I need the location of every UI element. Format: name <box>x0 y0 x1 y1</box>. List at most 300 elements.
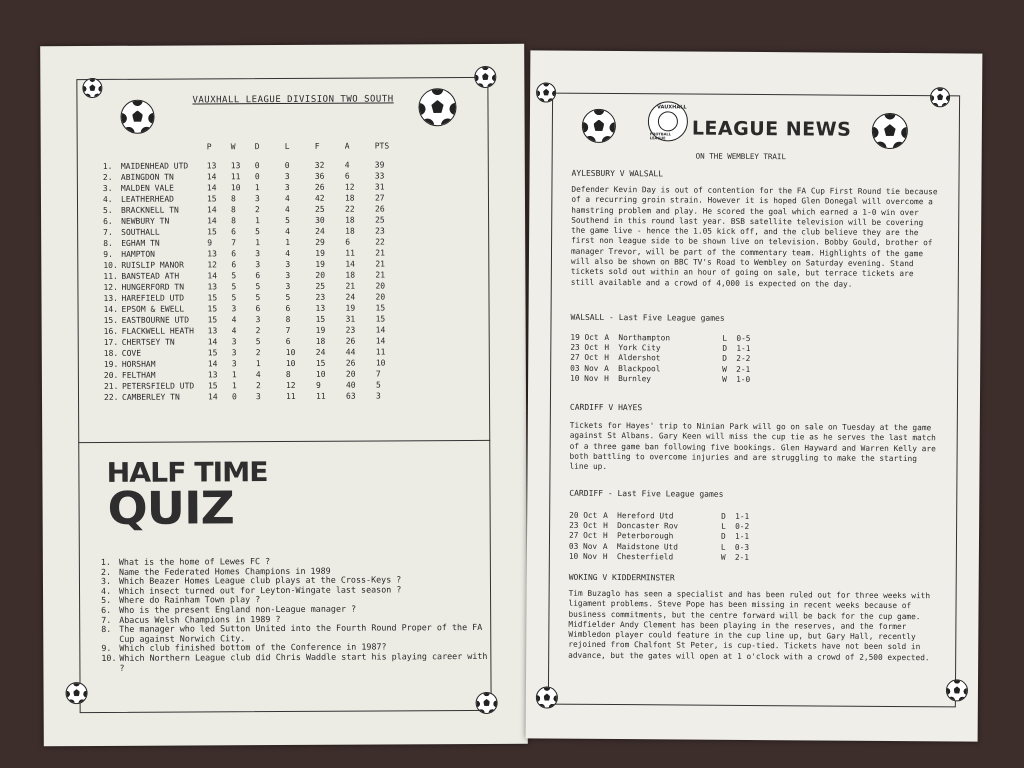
position: 4. <box>102 194 113 204</box>
match-date: 10 Nov <box>568 551 598 561</box>
section-body: Tim Buzaglo has seen a specialist and has been ruled out for three weeks with ligament problems. Steve Pope has been missing in recent weeks because of business commitments, but the centre forward will be back for the cup game. Midfielder Andy Clement has been playing in the reserves, and the former Wimbledon player could feature in the cup line up, but Gary Hall, recently rejoined from Chalfont St Peter, is cup-tied. Tickets have not been sold in advance, but the gates will open at 1 o'clock with a crowd of 2,500 expected. <box>568 588 931 663</box>
team-name: FLACKWELL HEATH <box>121 326 194 336</box>
team-name: MAIDENHEAD UTD <box>120 161 189 171</box>
col-header: PTS <box>374 141 390 151</box>
quiz-text: Name the Federated Homes Champions in 1989 <box>118 565 331 577</box>
quiz-number: 6. <box>101 604 112 615</box>
team-name: ABINGDON TN <box>120 172 174 182</box>
venue: H <box>602 531 608 541</box>
stat-cell: 5 <box>255 293 261 303</box>
stat-cell: 4 <box>285 204 290 214</box>
stat-cell: 3 <box>285 259 291 269</box>
stat-cell: 6 <box>285 303 291 313</box>
stat-cell: 30 <box>315 215 325 225</box>
football-icon <box>536 82 556 102</box>
stat-cell: 19 <box>315 259 325 269</box>
stat-cell: 9 <box>315 380 321 390</box>
score: 0-2 <box>735 522 750 532</box>
vauxhall-league-logo <box>648 101 688 141</box>
stat-cell: 26 <box>345 358 356 368</box>
stat-cell: 5 <box>255 227 260 237</box>
stat-cell: 1 <box>255 359 261 369</box>
football-icon <box>930 87 950 107</box>
football-icon <box>120 100 154 134</box>
stat-cell: 19 <box>345 303 356 313</box>
position: 12. <box>103 282 118 292</box>
stat-cell: 23 <box>375 226 385 236</box>
stat-cell: 4 <box>284 193 290 203</box>
opponent: Maidstone Utd <box>616 541 679 552</box>
stat-cell: 11 <box>315 391 326 401</box>
quiz-number: 4. <box>100 585 112 596</box>
team-name: COVE <box>121 348 142 358</box>
stat-cell: 6 <box>344 171 350 181</box>
quiz-text: Abacus Welsh Champions in 1989 ? <box>119 613 281 625</box>
position: 3. <box>102 183 113 193</box>
right-page <box>526 50 983 741</box>
opponent: Peterborough <box>616 531 674 541</box>
team-name: HORSHAM <box>121 359 156 369</box>
stat-cell: 36 <box>314 171 325 181</box>
stat-cell: 14 <box>207 216 217 226</box>
result: W <box>722 364 727 374</box>
match-date: 23 Oct <box>570 342 599 353</box>
team-name: LEATHERHEAD <box>120 194 174 204</box>
stat-cell: 1 <box>231 381 237 391</box>
stat-cell: 15 <box>315 358 326 368</box>
stat-cell: 0 <box>254 161 260 171</box>
stat-cell: 12 <box>344 182 355 192</box>
score: 1-1 <box>734 532 750 542</box>
team-name: RUISLIP MANOR <box>121 260 184 270</box>
quiz-number: 7. <box>101 614 112 625</box>
stat-cell: 15 <box>206 194 217 204</box>
match-date: 23 Oct <box>569 520 598 531</box>
stat-cell: 18 <box>345 226 355 236</box>
position: 16. <box>103 326 119 336</box>
stat-cell: 29 <box>315 237 325 247</box>
team-name: BANSTEAD ATH <box>121 271 180 281</box>
score: 1-1 <box>735 511 750 521</box>
quiz-number: 8. <box>101 624 112 635</box>
score: 0-5 <box>736 333 751 343</box>
section-title: WOKING V KIDDERMINSTER <box>568 572 675 583</box>
stat-cell: 26 <box>314 182 325 192</box>
stat-cell: 7 <box>285 325 291 335</box>
section-title: CARDIFF V HAYES <box>569 402 643 413</box>
league-table-title: VAUXHALL LEAGUE DIVISION TWO SOUTH <box>192 94 394 106</box>
stat-cell: 21 <box>375 270 386 280</box>
stat-cell: 8 <box>230 194 236 204</box>
stat-cell: 8 <box>285 369 291 379</box>
stat-cell: 19 <box>315 248 325 258</box>
left-page <box>40 44 528 747</box>
quiz-text: Which Northern League club did Chris Waddle start his playing career with ? <box>119 650 488 673</box>
position: 20. <box>103 370 119 380</box>
team-name: PETERSFIELD UTD <box>121 381 195 391</box>
team-name: EASTBOURNE UTD <box>121 315 190 325</box>
team-name: BRACKNELL TN <box>121 205 179 215</box>
stat-cell: 42 <box>314 193 325 203</box>
venue: H <box>603 521 608 531</box>
section-title: AYLESBURY V WALSALL <box>571 168 664 179</box>
section-body: Tickets for Hayes' trip to Ninian Park will go on sale on Tuesday at the game against St Albans. Gary Keen will miss the cup tie as he serves the last match of a three game ban following five bookings. Glen Hayward and Warren Kelly are both battling to overcome injuries and are struggling to make the starting line up. <box>569 420 936 472</box>
stat-cell: 20 <box>315 270 326 280</box>
stat-cell: 20 <box>375 292 386 302</box>
stat-cell: 13 <box>207 282 218 292</box>
opponent: Blackpool <box>618 363 661 373</box>
position: 10. <box>103 260 118 270</box>
col-header: W <box>230 142 236 152</box>
stat-cell: 10 <box>375 358 386 368</box>
stat-cell: 23 <box>345 325 356 335</box>
position: 6. <box>103 216 113 226</box>
stat-cell: 15 <box>207 348 218 358</box>
match-date: 19 Oct <box>570 332 599 342</box>
quiz-text: Where do Rainham Town play ? <box>119 594 261 606</box>
opponent: Aldershot <box>618 353 661 363</box>
stat-cell: 0 <box>284 160 290 170</box>
venue: A <box>602 541 608 551</box>
stat-cell: 25 <box>315 204 325 214</box>
stat-cell: 0 <box>231 392 237 402</box>
logo-text-top: VAUXHALL <box>656 104 687 111</box>
result: L <box>721 521 726 532</box>
score: 2-2 <box>736 354 751 364</box>
stat-cell: 2 <box>255 205 260 215</box>
stat-cell: 3 <box>285 270 291 280</box>
stat-cell: 4 <box>285 226 290 236</box>
result-row <box>570 374 750 385</box>
position: 13. <box>103 293 118 303</box>
stat-cell: 15 <box>207 381 218 391</box>
stat-cell: 13 <box>207 326 218 336</box>
result: W <box>722 374 727 384</box>
stat-cell: 15 <box>207 227 217 237</box>
stat-cell: 9 <box>207 238 213 248</box>
stat-cell: 4 <box>255 370 261 380</box>
stat-cell: 13 <box>206 161 217 171</box>
venue: A <box>603 510 608 520</box>
stat-cell: 6 <box>255 271 261 281</box>
position: 18. <box>103 348 119 358</box>
position: 22. <box>103 392 119 402</box>
stat-cell: 4 <box>285 248 291 258</box>
stat-cell: 14 <box>207 205 217 215</box>
opponent: Hereford Utd <box>617 511 674 521</box>
position: 11. <box>103 271 118 281</box>
stat-cell: 3 <box>254 194 260 204</box>
stat-cell: 1 <box>254 183 260 193</box>
stat-cell: 11 <box>285 391 296 401</box>
stat-cell: 10 <box>285 347 296 357</box>
team-name: HAREFIELD UTD <box>121 293 185 303</box>
venue: A <box>604 363 609 373</box>
stat-cell: 24 <box>315 347 326 357</box>
quiz-number: 1. <box>100 556 111 567</box>
football-icon <box>82 78 102 98</box>
stat-cell: 15 <box>207 315 218 325</box>
stat-cell: 3 <box>255 315 261 325</box>
stat-cell: 2 <box>255 326 261 336</box>
position: 5. <box>103 205 113 215</box>
stat-cell: 3 <box>284 182 290 192</box>
position: 17. <box>103 337 119 347</box>
match-date: 03 Nov <box>570 363 599 373</box>
stat-cell: 21 <box>345 281 356 291</box>
stat-cell: 7 <box>375 369 381 379</box>
stat-cell: 1 <box>255 216 260 226</box>
stat-cell: 13 <box>207 370 218 380</box>
stat-cell: 1 <box>255 238 261 248</box>
stat-cell: 5 <box>231 271 237 281</box>
stat-cell: 10 <box>230 183 241 193</box>
stat-cell: 10 <box>285 358 296 368</box>
result: D <box>721 511 726 521</box>
stat-cell: 3 <box>375 391 381 401</box>
stat-cell: 8 <box>285 314 291 324</box>
stat-cell: 14 <box>207 359 218 369</box>
stat-cell: 5 <box>231 282 237 292</box>
stat-cell: 18 <box>344 193 355 203</box>
stat-cell: 25 <box>375 215 385 225</box>
logo-text-bottom: FOOTBALL LEAGUE <box>649 132 671 141</box>
result-row <box>570 353 750 364</box>
result: D <box>722 343 728 354</box>
team-name: HAMPTON <box>121 249 156 259</box>
stat-cell: 14 <box>375 336 386 346</box>
stat-cell: 3 <box>231 337 237 347</box>
quiz-text: The manager who led Sutton United into the Fourth Round Proper of the FA Cup against Norwich City. <box>119 622 483 644</box>
match-date: 10 Nov <box>570 373 599 383</box>
result-row <box>569 552 749 563</box>
stat-cell: 1 <box>231 370 237 380</box>
result: W <box>720 552 726 562</box>
match-date: 27 Oct <box>568 531 598 541</box>
quiz-question <box>101 652 491 673</box>
league-table <box>103 140 400 403</box>
stat-cell: 5 <box>375 380 381 390</box>
stat-cell: 8 <box>231 205 236 215</box>
section-title: CARDIFF - Last Five League games <box>569 488 724 499</box>
team-name: MALDEN VALE <box>120 183 174 193</box>
opponent: Burnley <box>618 373 652 384</box>
quiz-text: Who is the present England non-League manager ? <box>119 603 357 615</box>
stat-cell: 6 <box>285 336 291 346</box>
score: 1-0 <box>736 374 751 384</box>
stat-cell: 10 <box>315 369 326 379</box>
position: 15. <box>103 315 119 325</box>
stat-cell: 4 <box>231 315 237 325</box>
stat-cell: 15 <box>375 303 386 313</box>
stat-cell: 5 <box>255 282 261 292</box>
opponent: Doncaster Rov <box>617 521 679 531</box>
match-date: 20 Oct <box>569 510 598 520</box>
team-name: CHERTSEY TN <box>121 337 175 347</box>
griffin-icon <box>658 111 678 131</box>
stat-cell: 4 <box>344 160 350 170</box>
position: 21. <box>103 381 119 391</box>
stat-cell: 19 <box>315 325 326 335</box>
league-table-body <box>103 159 400 403</box>
opponent: Chesterfield <box>616 551 674 562</box>
stat-cell: 14 <box>207 392 218 402</box>
result: L <box>720 542 726 552</box>
stat-cell: 21 <box>375 259 385 269</box>
stat-cell: 7 <box>231 238 237 248</box>
match-date: 03 Nov <box>568 541 598 551</box>
stat-cell: 14 <box>206 172 217 182</box>
page-subheading: ON THE WEMBLEY TRAIL <box>695 151 787 162</box>
football-icon <box>582 109 616 143</box>
stat-cell: 14 <box>206 183 217 193</box>
stat-cell: 12 <box>207 260 217 270</box>
venue: H <box>604 343 610 353</box>
result: D <box>720 532 726 542</box>
quiz-text: Which club finished bottom of the Conference in 1987? <box>119 641 387 654</box>
stat-cell: 20 <box>345 369 356 379</box>
stat-cell: 63 <box>345 391 356 401</box>
stat-cell: 3 <box>231 348 237 358</box>
team-name: NEWBURY TN <box>121 216 170 226</box>
stat-cell: 20 <box>375 281 386 291</box>
stat-cell: 26 <box>375 204 385 214</box>
stat-cell: 5 <box>231 293 237 303</box>
team-name: EGHAM TN <box>121 238 160 248</box>
venue: H <box>604 353 609 363</box>
stat-cell: 4 <box>231 326 237 336</box>
stat-cell: 44 <box>345 347 356 357</box>
walsall-results <box>570 333 750 385</box>
stat-cell: 5 <box>255 337 261 347</box>
quiz-number: 2. <box>100 566 112 577</box>
stat-cell: 12 <box>285 380 296 390</box>
score: 0-3 <box>734 542 750 552</box>
football-icon <box>66 682 88 704</box>
position: 9. <box>103 249 113 259</box>
stat-cell: 13 <box>230 161 241 171</box>
stat-cell: 3 <box>255 392 261 402</box>
stat-cell: 27 <box>374 193 385 203</box>
position: 1. <box>102 161 113 171</box>
position: 19. <box>103 359 119 369</box>
col-header: P <box>206 142 212 152</box>
quiz-text: Which insect turned out for Leyton-Wingate last season ? <box>118 584 402 596</box>
stat-cell: 33 <box>374 171 385 181</box>
league-table-header <box>103 140 399 161</box>
stat-cell: 3 <box>255 260 261 270</box>
col-header: F <box>314 141 320 151</box>
stat-cell: 15 <box>207 304 218 314</box>
stat-cell: 5 <box>285 292 291 302</box>
stat-cell: 0 <box>254 172 260 182</box>
section-body: Defender Kevin Day is out of contention for the FA Cup First Round tie because of a recurring groin strain. However it is hoped Glen Donegal will overcome a hamstring problem and play. He scored the goal which earned a 1-0 win over Southend in this round last year. BSB satellite television will be covering the game live - hence the 1.05 kick off, and the club believe they are the first non league side to be shown live on television. Bobby Gould, brother of manager Trevor, will be part of the commentary team. Highlights of the game will also be shown on BBC TV's Road to Wembley on Saturday evening. Stand tickets sold out within an hour of going on sale, but terrace tickets are still available and a crowd of 4,000 is expected on the day. <box>570 184 938 289</box>
stat-cell: 15 <box>207 293 218 303</box>
stat-cell: 26 <box>345 336 356 346</box>
venue: H <box>604 373 609 383</box>
football-icon <box>946 679 968 701</box>
stat-cell: 11 <box>375 347 386 357</box>
football-icon <box>872 113 908 149</box>
position: 8. <box>103 238 113 248</box>
stat-cell: 3 <box>285 281 291 291</box>
page-heading: LEAGUE NEWS <box>691 117 852 141</box>
position: 2. <box>102 172 113 182</box>
position: 7. <box>103 227 113 237</box>
stat-cell: 6 <box>255 304 261 314</box>
stat-cell: 40 <box>345 380 356 390</box>
stat-cell: 21 <box>375 248 385 258</box>
stat-cell: 8 <box>231 216 236 226</box>
quiz-number: 3. <box>100 576 112 587</box>
stat-cell: 25 <box>315 281 326 291</box>
stat-cell: 6 <box>231 249 237 259</box>
opponent: Northampton <box>618 333 671 343</box>
quiz-questions <box>101 556 492 673</box>
football-icon <box>476 692 498 714</box>
position: 14. <box>103 304 119 314</box>
team-name: CAMBERLEY TN <box>121 392 180 402</box>
result: L <box>722 333 728 343</box>
table-row <box>103 225 399 238</box>
stat-cell: 11 <box>230 172 241 182</box>
stat-cell: 23 <box>315 292 326 302</box>
stat-cell: 2 <box>255 348 261 358</box>
quiz-text: What is the home of Lewes FC ? <box>118 556 271 567</box>
stat-cell: 6 <box>231 227 236 237</box>
stat-cell: 14 <box>207 337 218 347</box>
score: 2-1 <box>736 364 751 374</box>
quiz-text: Which Beazer Homes League club plays at the Cross-Keys ? <box>118 574 402 587</box>
team-name: EPSOM & EWELL <box>121 304 185 314</box>
quiz-title-line-1: HALF TIME <box>106 457 268 489</box>
stat-cell: 15 <box>315 314 326 324</box>
stat-cell: 31 <box>374 182 385 192</box>
stat-cell: 39 <box>374 160 385 170</box>
score: 2-1 <box>734 552 749 562</box>
score: 1-1 <box>736 344 751 354</box>
match-date: 27 Oct <box>570 353 599 363</box>
stat-cell: 3 <box>255 249 261 259</box>
stat-cell: 3 <box>231 304 237 314</box>
table-row <box>104 390 400 403</box>
venue: A <box>604 332 610 342</box>
quiz-title-line-2: QUIZ <box>107 481 234 535</box>
col-header: D <box>254 142 260 152</box>
stat-cell: 5 <box>285 215 290 225</box>
stat-cell: 13 <box>315 303 326 313</box>
stat-cell: 3 <box>284 171 290 181</box>
opponent: York City <box>618 343 661 353</box>
stat-cell: 32 <box>314 160 325 170</box>
stat-cell: 1 <box>285 237 291 247</box>
section-title: WALSALL - Last Five League games <box>570 312 725 323</box>
football-icon <box>536 686 558 708</box>
stat-cell: 18 <box>345 270 356 280</box>
stat-cell: 14 <box>345 259 355 269</box>
stat-cell: 22 <box>345 204 355 214</box>
stat-cell: 11 <box>345 248 355 258</box>
stat-cell: 24 <box>315 226 325 236</box>
col-header: A <box>344 141 350 151</box>
team-name: HUNGERFORD TN <box>121 282 185 292</box>
col-header: L <box>284 141 290 151</box>
stat-cell: 2 <box>255 381 261 391</box>
stat-cell: 22 <box>375 237 385 247</box>
stat-cell: 15 <box>375 314 386 324</box>
cardiff-results <box>569 511 749 563</box>
result-row <box>569 531 749 542</box>
